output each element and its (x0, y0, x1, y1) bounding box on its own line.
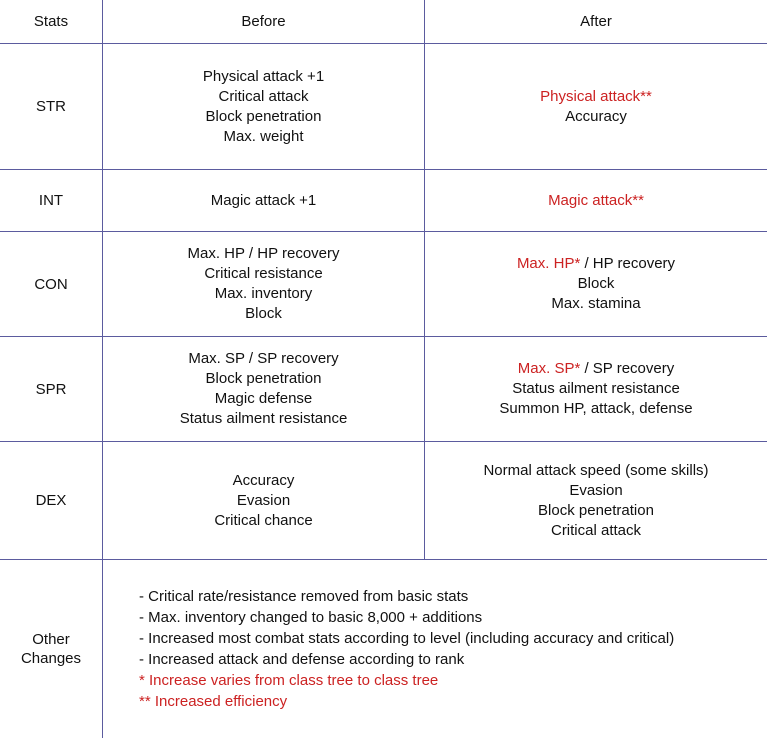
after-line (551, 294, 640, 314)
plain-text: Magic attack +1 (210, 191, 317, 209)
highlighted-text: Magic attack** (548, 191, 644, 209)
after-cell-str (425, 44, 767, 169)
before-line (233, 471, 295, 491)
stat-name: Other (32, 631, 70, 648)
highlighted-text: Max. HP* (516, 255, 581, 272)
plain-text: Summon HP, attack, defense (499, 400, 693, 417)
other-changes-line (139, 649, 464, 670)
stat-name: DEX (35, 492, 67, 509)
plain-text: Accuracy (565, 107, 627, 125)
before-cell-int (103, 170, 425, 231)
header-before: Before (103, 0, 425, 43)
before-cell-str (103, 44, 425, 169)
plain-text: Critical attack (218, 87, 309, 105)
plain-text: - Max. inventory changed to basic 8,000 + additions (139, 609, 483, 626)
before-line (237, 491, 290, 511)
plain-text: - Critical rate/resistance removed from basic stats (139, 588, 469, 605)
other-changes-line (139, 628, 674, 649)
stat-cell-con (0, 232, 103, 336)
stat-cell-other-changes (0, 560, 103, 738)
stat-name: Changes (20, 650, 82, 667)
before-line (180, 409, 348, 429)
after-cell-int (425, 170, 767, 231)
after-line (518, 359, 674, 379)
before-line (188, 349, 338, 369)
table-row-int (0, 170, 767, 232)
highlighted-text: Physical attack** (540, 87, 652, 105)
stat-name: CON (34, 275, 68, 293)
table-row-con (0, 232, 767, 337)
highlighted-text: ** Increased efficiency (139, 693, 288, 710)
after-line (512, 379, 680, 399)
other-changes-cell (103, 560, 767, 738)
before-line (188, 244, 340, 264)
table-body (0, 44, 767, 738)
plain-text: Status ailment resistance (179, 410, 348, 427)
after-cell-spr (425, 337, 767, 441)
after-cell-con (425, 232, 767, 336)
plain-text: Critical attack (550, 521, 642, 539)
plain-text: Max. HP / HP recovery (187, 245, 340, 262)
before-line (223, 127, 303, 147)
plain-text: Block (577, 275, 615, 292)
plain-text: Block (245, 305, 282, 322)
highlighted-text: * Increase varies from class tree to class tree (139, 672, 439, 689)
table-row-other-changes (0, 560, 767, 738)
header-after: After (580, 12, 612, 30)
stat-cell-dex (0, 442, 103, 559)
plain-text: Critical resistance (204, 265, 323, 282)
before-line (211, 191, 316, 211)
header-stats: Stats (0, 0, 103, 43)
before-line (215, 284, 313, 304)
after-line (540, 87, 652, 107)
other-changes-line (139, 670, 438, 691)
plain-text: Critical chance (214, 511, 313, 529)
plain-text: Evasion (569, 481, 623, 499)
before-line (206, 107, 322, 127)
before-cell-spr (103, 337, 425, 441)
other-changes-line (139, 586, 468, 607)
plain-text: Accuracy (232, 471, 295, 489)
plain-text: / HP recovery (580, 255, 676, 272)
plain-text: Block penetration (538, 501, 654, 519)
before-line (206, 369, 322, 389)
plain-text: Status ailment resistance (512, 380, 680, 397)
before-line (203, 67, 324, 87)
after-line (565, 107, 627, 127)
plain-text: / SP recovery (580, 360, 675, 377)
plain-text: Max. SP / SP recovery (188, 350, 339, 367)
stat-name: SPR (35, 380, 67, 398)
plain-text: Physical attack +1 (202, 67, 325, 85)
before-line (245, 304, 282, 324)
plain-text: Magic defense (214, 390, 313, 407)
stat-cell-spr (0, 337, 103, 441)
plain-text: Evasion (236, 491, 291, 509)
plain-text: Normal attack speed (some skills) (483, 461, 709, 479)
table-row-spr (0, 337, 767, 442)
after-line (551, 521, 641, 541)
after-line (578, 274, 615, 294)
after-line (548, 191, 644, 211)
stat-name: INT (38, 192, 64, 209)
after-line (569, 481, 622, 501)
table-row-dex (0, 442, 767, 560)
other-changes-line (139, 691, 287, 712)
table-row-str (0, 44, 767, 170)
plain-text: Max. stamina (551, 295, 641, 312)
plain-text: - Increased most combat stats according to level (including accuracy and critical) (139, 630, 675, 647)
stat-name: STR (36, 98, 66, 115)
before-line (204, 264, 322, 284)
before-line (218, 87, 308, 107)
plain-text: Block penetration (205, 107, 322, 125)
plain-text: Block penetration (205, 370, 322, 387)
after-line (538, 501, 654, 521)
after-line (499, 399, 692, 419)
after-line (483, 461, 708, 481)
after-line (517, 254, 675, 274)
before-cell-con (103, 232, 425, 336)
plain-text: - Increased attack and defense according to rank (139, 651, 465, 668)
before-line (214, 511, 312, 531)
stat-cell-str (0, 44, 103, 169)
other-changes-line (139, 607, 482, 628)
header-row (0, 0, 767, 44)
before-line (215, 389, 313, 409)
before-cell-dex (103, 442, 425, 559)
after-cell-dex (425, 442, 767, 559)
highlighted-text: Max. SP* (517, 360, 581, 377)
plain-text: Max. inventory (214, 285, 313, 302)
plain-text: Max. weight (223, 127, 304, 145)
stat-cell-int (0, 170, 103, 231)
